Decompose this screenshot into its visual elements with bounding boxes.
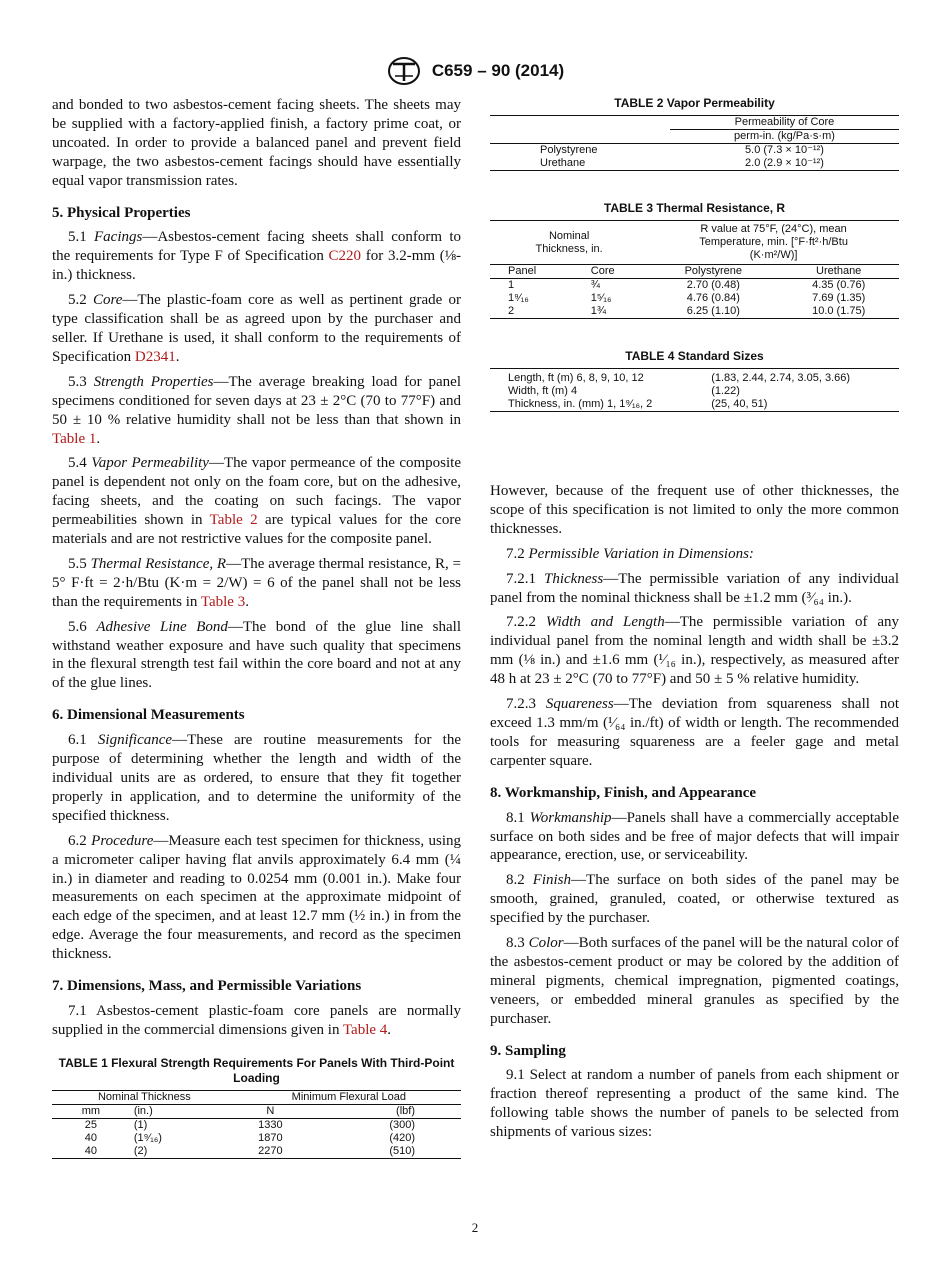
- para-5-5: 5.5 Thermal Resistance, R—The average thermal resistance, R, = 5° F·ft = 2·h/Btu (K·m = 2/W) = 6 of the panel shall not be less than the requirements in Table 3.: [52, 555, 462, 610]
- table-row: [490, 157, 899, 171]
- table-cell: 5.0 (7.3 × 10⁻¹²): [745, 144, 824, 156]
- table-row: [52, 1132, 461, 1145]
- table-3: [490, 201, 899, 319]
- page-number: 2: [471, 1220, 479, 1235]
- table-1-grid: [52, 1090, 461, 1159]
- table-row: [490, 369, 899, 386]
- table-cell: 40: [84, 1144, 98, 1157]
- table-cell: 1870: [258, 1131, 283, 1144]
- ref-table-1-link[interactable]: Table 1: [52, 430, 97, 447]
- table-cell: 1⁹⁄₁₆: [508, 292, 529, 304]
- table-row: [490, 385, 899, 398]
- table-cell: 1¾: [590, 305, 607, 317]
- para-5-6: 5.6 Adhesive Line Bond—The bond of the glue line shall withstand weather exposure and have such quality that specimens in the flexural strength test fail within the core board and not at any of the glue lines.: [52, 618, 461, 692]
- table-3-head: R value at 75°F, (24°C), mean Temperature, min. [°F·ft²·h/Btu (K·m²/W)]: [699, 223, 848, 261]
- table-row: [490, 279, 899, 293]
- table-2: [490, 96, 899, 171]
- intro-paragraph: and bonded to two asbestos-cement facing sheets. The sheets may be supplied with a factory-applied finish, a factory prime coat, or uncoated. In order to provide a balanced panel and prevent field warpage, the two asbestos-cement facings should have essentially equal vapor transmission rates.: [52, 97, 461, 189]
- table-cell: 10.0 (1.75): [812, 305, 866, 317]
- table-cell: 1: [508, 279, 515, 291]
- table-3-grid: [490, 220, 899, 319]
- para-5-3: 5.3 Strength Properties—The average breaking load for panel specimens conditioned for seven days at 23 ± 2°C (70 to 77°F) and 50 ± 10 % relative humidity shall not be less than that shown in Table 1.: [52, 373, 462, 447]
- table-cell: (25, 40, 51): [711, 398, 768, 410]
- page-header: [0, 56, 950, 86]
- para-7-2: 7.2 Permissible Variation in Dimensions:: [506, 545, 754, 562]
- table-3-subhead: Polystyrene: [684, 265, 743, 277]
- table-3-head: Nominal Thickness, in.: [535, 229, 603, 255]
- table-1-subhead: mm: [81, 1104, 101, 1117]
- table-cell: 1330: [258, 1118, 283, 1131]
- section-5-heading: 5. Physical Properties: [52, 204, 191, 221]
- ref-c220-link[interactable]: C220: [328, 248, 362, 265]
- table-4-grid: [490, 368, 899, 412]
- table-row: [490, 144, 899, 158]
- table-row: [490, 292, 899, 305]
- table-cell: 2.0 (2.9 × 10⁻¹²): [745, 157, 824, 169]
- left-column: [52, 96, 461, 1159]
- para-7-1: 7.1 Asbestos-cement plastic-foam core panels are normally supplied in the commercial dimensions given in Table 4.: [52, 1002, 461, 1038]
- table-2-head: perm-in. (kg/Pa·s·m): [670, 130, 899, 144]
- para-6-2: 6.2 Procedure—Measure each test specimen for thickness, using a micrometer caliper having flat anvils approximately 6.4 mm (¼ in.) in diameter and reading to 0.0254 mm (0.001 in.). Make four measurements on each specimen at the approximate midpoint of each edge of the specimen, and at least 12.7 mm (½ in.) in from the edge. Average the four measurements, and record as the specimen thickness.: [52, 832, 462, 963]
- table-cell: (1): [133, 1118, 148, 1131]
- ref-table-4-link[interactable]: Table 4: [342, 1021, 388, 1038]
- para-5-2: 5.2 Core—The plastic-foam core as well as pertinent grade or type classification shall be as agreed upon by the purchaser and seller. If Urethane is used, it shall conform to the requirements of Specification D2341.: [52, 292, 461, 365]
- table-1-subhead: (lbf): [396, 1104, 415, 1117]
- table-2-head: Permeability of Core: [734, 116, 835, 128]
- para-7-2-3: 7.2.3 Squareness—The deviation from squareness shall not exceed 1.3 mm/m (¹⁄₆₄ in./ft) of width or length. The recommended tools for measuring squareness are a feeler gage and metal carpenter square.: [490, 696, 899, 769]
- table-cell: Thickness, in. (mm) 1, 1⁹⁄₁₆, 2: [508, 398, 653, 410]
- table-cell: Length, ft (m) 6, 8, 9, 10, 12: [508, 372, 644, 384]
- document-designation: C659 – 90 (2014): [431, 61, 565, 80]
- table-cell: 6.25 (1.10): [686, 305, 740, 317]
- table-4: [490, 349, 899, 412]
- ref-table-3-link[interactable]: Table 3: [200, 593, 246, 610]
- para-8-1: 8.1 Workmanship—Panels shall have a commercially acceptable surface on both sides and be free of major defects that will impair appearance, erection, use, or serviceability.: [490, 809, 900, 864]
- table-cell: 25: [84, 1118, 98, 1131]
- astm-logo-icon: [386, 56, 422, 86]
- table-3-title: TABLE 3 Thermal Resistance, R: [603, 201, 786, 215]
- table-2-grid: [490, 115, 899, 171]
- para-8-3: 8.3 Color—Both surfaces of the panel will be the natural color of the asbestos-cement product or may be colored by the addition of mineral pigments, chemical impregnation, pigmented coatings, veneers, or embedded mineral granules as specified by the purchaser.: [490, 935, 899, 1027]
- table-cell: 2270: [258, 1144, 283, 1157]
- para-8-2: 8.2 Finish—The surface on both sides of the panel may be smooth, grained, granuled, coated, or otherwise textured as specified by the purchaser.: [490, 872, 900, 927]
- table-2-title: TABLE 2 Vapor Permeability: [614, 96, 775, 110]
- table-cell: (300): [389, 1118, 415, 1131]
- table-1-subhead: N: [266, 1104, 275, 1117]
- table-1-group-head: Minimum Flexural Load: [291, 1090, 406, 1103]
- table-1: [52, 1056, 461, 1159]
- table-cell: (510): [389, 1144, 415, 1157]
- table-3-subhead: Core: [590, 265, 615, 277]
- table-row: [490, 305, 899, 319]
- right-column: [490, 96, 899, 1148]
- ref-table-2-link[interactable]: Table 2: [209, 512, 258, 529]
- table-cell: 7.69 (1.35): [812, 292, 866, 304]
- table-cell: ¾: [590, 279, 600, 291]
- table-cell: Polystyrene: [540, 144, 598, 156]
- para-7-2-1: 7.2.1 Thickness—The permissible variation of any individual panel from the nominal thickness shall be ±1.2 mm (³⁄₆₄ in.).: [490, 570, 899, 606]
- continued-paragraph: However, because of the frequent use of other thicknesses, the scope of this specification is not limited to only the more common thicknesses.: [490, 483, 899, 537]
- table-cell: 2: [508, 305, 515, 317]
- table-cell: (1⁹⁄₁₆): [133, 1131, 162, 1144]
- table-cell: Urethane: [540, 157, 586, 169]
- table-row: [52, 1145, 461, 1159]
- table-cell: (2): [133, 1144, 148, 1157]
- table-row: [52, 1118, 461, 1132]
- table-cell: (1.83, 2.44, 2.74, 3.05, 3.66): [711, 372, 851, 384]
- table-3-subhead: Panel: [508, 265, 537, 277]
- table-1-group-head: Nominal Thickness: [97, 1090, 191, 1103]
- table-cell: (1.22): [711, 385, 740, 397]
- table-1-subhead: (in.): [133, 1104, 153, 1117]
- table-cell: (420): [389, 1131, 415, 1144]
- table-cell: 2.70 (0.48): [686, 279, 740, 291]
- table-cell: 4.76 (0.84): [686, 292, 740, 304]
- table-4-title: TABLE 4 Standard Sizes: [625, 349, 764, 363]
- table-3-subhead: Urethane: [816, 265, 862, 277]
- section-6-heading: 6. Dimensional Measurements: [52, 707, 245, 724]
- table-row: [490, 398, 899, 412]
- section-8-heading: 8. Workmanship, Finish, and Appearance: [490, 784, 757, 801]
- table-1-title: TABLE 1 Flexural Strength Requirements For Panels With Third-Point Loading: [58, 1055, 455, 1085]
- para-5-4: 5.4 Vapor Permeability—The vapor permeance of the composite panel is dependent not only on the foam core, but on the adhesive, facing sheets, and the coating on such facings. The vapor permeabilities shown in Table 2 are typical values for the core materials and are not restrictive values for the composite panel.: [52, 455, 461, 548]
- section-9-heading: 9. Sampling: [490, 1042, 566, 1059]
- ref-d2341-link[interactable]: D2341: [134, 348, 176, 365]
- table-cell: Width, ft (m) 4: [508, 385, 578, 397]
- table-cell: 1⁵⁄₁₆: [590, 292, 612, 304]
- para-9-1: 9.1 Select at random a number of panels from each shipment or fraction thereof representing a product of the same kind. The following table shows the number of panels to be selected from shipments of various sizes:: [490, 1067, 900, 1141]
- para-5-1: 5.1 Facings—Asbestos-cement facing sheets shall conform to the requirements for Type F of Specification C220 for 3.2-mm (⅛-in.) thickness.: [52, 229, 461, 284]
- table-cell: 40: [84, 1131, 98, 1144]
- table-cell: 4.35 (0.76): [812, 279, 866, 291]
- para-7-2-2: 7.2.2 Width and Length—The permissible variation of any individual panel from the nominal length and width shall be ±3.2 mm (⅛ in.) and ±1.6 mm (¹⁄₁₆ in.), respectively, as measured after 48 h at 23 ± 2°C (70 to 77°F) and 50 ± 5 % relative humidity.: [490, 614, 900, 688]
- section-7-heading: 7. Dimensions, Mass, and Permissible Variations: [52, 978, 362, 995]
- para-6-1: 6.1 Significance—These are routine measurements for the purpose of determining whether the length and width of the individual units are as ordered, to ensure that they fit together properly in application, and to determine the uniformity of the specified thickness.: [52, 732, 462, 824]
